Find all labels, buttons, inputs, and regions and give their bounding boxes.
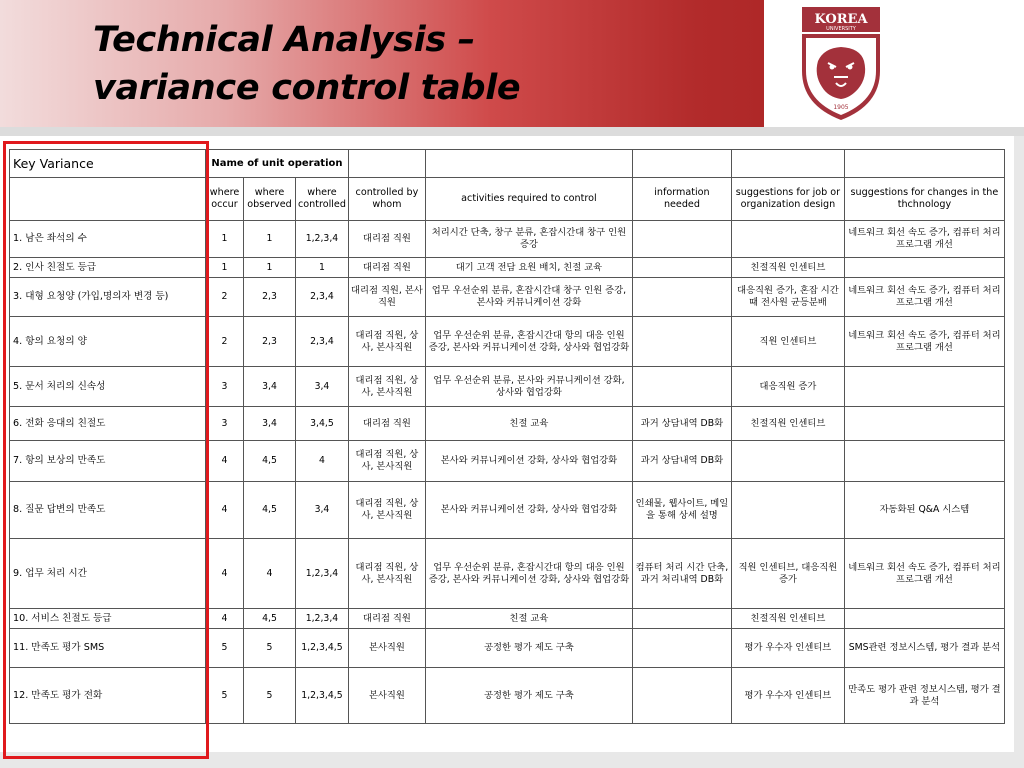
- where-controlled-cell: 1,2,3,4: [296, 609, 349, 629]
- technology-cell: 네트워크 회선 속도 증가, 컴퓨터 처리 프로그램 개선: [844, 278, 1004, 317]
- key-variance-cell: 3. 대형 요청양 (가입,명의자 변경 등): [10, 278, 206, 317]
- key-variance-cell: 12. 만족도 평가 전화: [10, 668, 206, 724]
- technology-cell: [844, 367, 1004, 407]
- logo-text-sub: UNIVERSITY: [826, 26, 856, 32]
- slide-title-line1: Technical Analysis –: [93, 20, 476, 60]
- col-header-where-occur: where occur: [206, 178, 244, 221]
- where-controlled-cell: 4: [296, 441, 349, 482]
- activities-cell: 업무 우선순위 분류, 혼잡시간대 창구 인원 증강, 본사와 커뮤니케이션 강화: [425, 278, 632, 317]
- key-variance-cell: 11. 만족도 평가 SMS: [10, 629, 206, 668]
- where-occur-cell: 4: [206, 441, 244, 482]
- where-observed-cell: 1: [244, 221, 296, 258]
- korea-university-logo: [798, 3, 884, 123]
- job-design-cell: 친절직원 인센티브: [731, 407, 844, 441]
- where-occur-cell: 2: [206, 317, 244, 367]
- controlled-by-cell: 본사직원: [348, 629, 425, 668]
- technology-cell: [844, 407, 1004, 441]
- technology-cell: [844, 258, 1004, 278]
- job-design-cell: 직원 인센티브, 대응직원 증가: [731, 539, 844, 609]
- activities-cell: 친절 교육: [425, 609, 632, 629]
- col-header-job-design: suggestions for job or organization design: [731, 178, 844, 221]
- where-controlled-cell: 2,3,4: [296, 278, 349, 317]
- information-cell: [632, 258, 731, 278]
- key-variance-cell: 1. 남은 좌석의 수: [10, 221, 206, 258]
- where-controlled-cell: 3,4: [296, 367, 349, 407]
- controlled-by-cell: 대리점 직원, 상사, 본사직원: [348, 317, 425, 367]
- job-design-cell: 친절직원 인센티브: [731, 609, 844, 629]
- information-cell: 컴퓨터 처리 시간 단축, 과거 처리내역 DB화: [632, 539, 731, 609]
- job-design-cell: [731, 441, 844, 482]
- col-header-controlled-by-whom: controlled by whom: [348, 178, 425, 221]
- job-design-cell: 대응직원 증가: [731, 367, 844, 407]
- controlled-by-cell: 대리점 직원: [348, 221, 425, 258]
- technology-cell: [844, 609, 1004, 629]
- job-design-cell: 직원 인센티브: [731, 317, 844, 367]
- where-observed-cell: 2,3: [244, 278, 296, 317]
- activities-cell: 친절 교육: [425, 407, 632, 441]
- job-design-cell: [731, 221, 844, 258]
- where-occur-cell: 2: [206, 278, 244, 317]
- information-cell: [632, 609, 731, 629]
- activities-cell: 업무 우선순위 분류, 혼잡시간대 항의 대응 인원 증강, 본사와 커뮤니케이션 강화, 상사와 협업강화: [425, 317, 632, 367]
- where-controlled-cell: 1: [296, 258, 349, 278]
- key-variance-cell: 2. 인사 친절도 등급: [10, 258, 206, 278]
- col-header-technology: suggestions for changes in the thchnology: [844, 178, 1004, 221]
- col-header-information-needed: information needed: [632, 178, 731, 221]
- where-occur-cell: 3: [206, 407, 244, 441]
- information-cell: [632, 629, 731, 668]
- activities-cell: 공정한 평가 제도 구축: [425, 668, 632, 724]
- information-cell: [632, 278, 731, 317]
- information-cell: 인쇄물, 웹사이트, 메일을 통해 상세 설명: [632, 482, 731, 539]
- where-occur-cell: 5: [206, 629, 244, 668]
- key-variance-cell: 7. 항의 보상의 만족도: [10, 441, 206, 482]
- unit-operation-header: Name of unit operation: [206, 150, 349, 178]
- technology-cell: 자동화된 Q&A 시스템: [844, 482, 1004, 539]
- controlled-by-cell: 대리점 직원, 상사, 본사직원: [348, 539, 425, 609]
- where-observed-cell: 3,4: [244, 407, 296, 441]
- key-variance-cell: 10. 서비스 친절도 등급: [10, 609, 206, 629]
- key-variance-cell: 5. 문서 처리의 신속성: [10, 367, 206, 407]
- activities-cell: 본사와 커뮤니케이션 강화, 상사와 협업강화: [425, 482, 632, 539]
- key-variance-cell: 4. 항의 요청의 양: [10, 317, 206, 367]
- where-occur-cell: 1: [206, 258, 244, 278]
- activities-cell: 공정한 평가 제도 구축: [425, 629, 632, 668]
- where-controlled-cell: 2,3,4: [296, 317, 349, 367]
- where-observed-cell: 4,5: [244, 609, 296, 629]
- job-design-cell: 대응직원 증가, 혼잡 시간때 전사원 균등분배: [731, 278, 844, 317]
- col-header-where-controlled: where controlled: [296, 178, 349, 221]
- information-cell: [632, 367, 731, 407]
- activities-cell: 대기 고객 전담 요원 배치, 친절 교육: [425, 258, 632, 278]
- technology-cell: 만족도 평가 관련 정보시스템, 평가 결과 분석: [844, 668, 1004, 724]
- divider-band: [0, 127, 1024, 136]
- where-controlled-cell: 1,2,3,4,5: [296, 629, 349, 668]
- where-occur-cell: 1: [206, 221, 244, 258]
- slide-title: [93, 16, 520, 112]
- key-variance-header: Key Variance: [10, 150, 206, 178]
- where-observed-cell: 4,5: [244, 482, 296, 539]
- controlled-by-cell: 대리점 직원: [348, 258, 425, 278]
- where-controlled-cell: 1,2,3,4,5: [296, 668, 349, 724]
- activities-cell: 업무 우선순위 분류, 혼잡시간대 항의 대응 인원 증강, 본사와 커뮤니케이션 강화, 상사와 협업강화: [425, 539, 632, 609]
- where-controlled-cell: 3,4: [296, 482, 349, 539]
- logo-text-top: KOREA: [814, 12, 868, 27]
- header-blank: [425, 150, 632, 178]
- job-design-cell: 평가 우수자 인센티브: [731, 629, 844, 668]
- information-cell: 과거 상담내역 DB화: [632, 441, 731, 482]
- where-controlled-cell: 1,2,3,4: [296, 221, 349, 258]
- key-variance-cell: 9. 업무 처리 시간: [10, 539, 206, 609]
- where-observed-cell: 2,3: [244, 317, 296, 367]
- where-observed-cell: 5: [244, 668, 296, 724]
- highlight-box: [3, 141, 209, 759]
- controlled-by-cell: 대리점 직원: [348, 609, 425, 629]
- where-observed-cell: 5: [244, 629, 296, 668]
- header-blank: [844, 150, 1004, 178]
- controlled-by-cell: 대리점 직원, 상사, 본사직원: [348, 367, 425, 407]
- information-cell: [632, 221, 731, 258]
- header-blank: [348, 150, 425, 178]
- col-header-where-observed: where observed: [244, 178, 296, 221]
- controlled-by-cell: 본사직원: [348, 668, 425, 724]
- activities-cell: 처리시간 단축, 창구 분류, 혼잡시간대 창구 인원 증강: [425, 221, 632, 258]
- where-observed-cell: 3,4: [244, 367, 296, 407]
- activities-cell: 본사와 커뮤니케이션 강화, 상사와 협업강화: [425, 441, 632, 482]
- where-controlled-cell: 1,2,3,4: [296, 539, 349, 609]
- controlled-by-cell: 대리점 직원, 상사, 본사직원: [348, 441, 425, 482]
- controlled-by-cell: 대리점 직원, 본사직원: [348, 278, 425, 317]
- information-cell: [632, 668, 731, 724]
- job-design-cell: 친절직원 인센티브: [731, 258, 844, 278]
- where-occur-cell: 4: [206, 539, 244, 609]
- logo-year: 1905: [833, 104, 849, 111]
- key-variance-cell: 6. 전화 응대의 친절도: [10, 407, 206, 441]
- header-blank: [731, 150, 844, 178]
- col-header-activities: activities required to control: [425, 178, 632, 221]
- controlled-by-cell: 대리점 직원, 상사, 본사직원: [348, 482, 425, 539]
- right-border-strip: [1014, 136, 1024, 768]
- where-occur-cell: 4: [206, 482, 244, 539]
- information-cell: 과거 상담내역 DB화: [632, 407, 731, 441]
- where-occur-cell: 4: [206, 609, 244, 629]
- key-variance-cell: 8. 질문 답변의 만족도: [10, 482, 206, 539]
- where-observed-cell: 4,5: [244, 441, 296, 482]
- where-occur-cell: 3: [206, 367, 244, 407]
- information-cell: [632, 317, 731, 367]
- technology-cell: [844, 441, 1004, 482]
- logo-area: [764, 0, 1024, 127]
- where-observed-cell: 1: [244, 258, 296, 278]
- technology-cell: SMS관련 정보시스템, 평가 결과 분석: [844, 629, 1004, 668]
- job-design-cell: [731, 482, 844, 539]
- technology-cell: 네트워크 회선 속도 증가, 컴퓨터 처리 프로그램 개선: [844, 539, 1004, 609]
- where-occur-cell: 5: [206, 668, 244, 724]
- technology-cell: 네트워크 회선 속도 증가, 컴퓨터 처리 프로그램 개선: [844, 221, 1004, 258]
- technology-cell: 네트워크 회선 속도 증가, 컴퓨터 처리 프로그램 개선: [844, 317, 1004, 367]
- where-controlled-cell: 3,4,5: [296, 407, 349, 441]
- header-blank: [632, 150, 731, 178]
- job-design-cell: 평가 우수자 인센티브: [731, 668, 844, 724]
- controlled-by-cell: 대리점 직원: [348, 407, 425, 441]
- where-observed-cell: 4: [244, 539, 296, 609]
- activities-cell: 업무 우선순위 분류, 본사와 커뮤니케이션 강화, 상사와 협업강화: [425, 367, 632, 407]
- slide-title-line2: variance control table: [93, 68, 521, 108]
